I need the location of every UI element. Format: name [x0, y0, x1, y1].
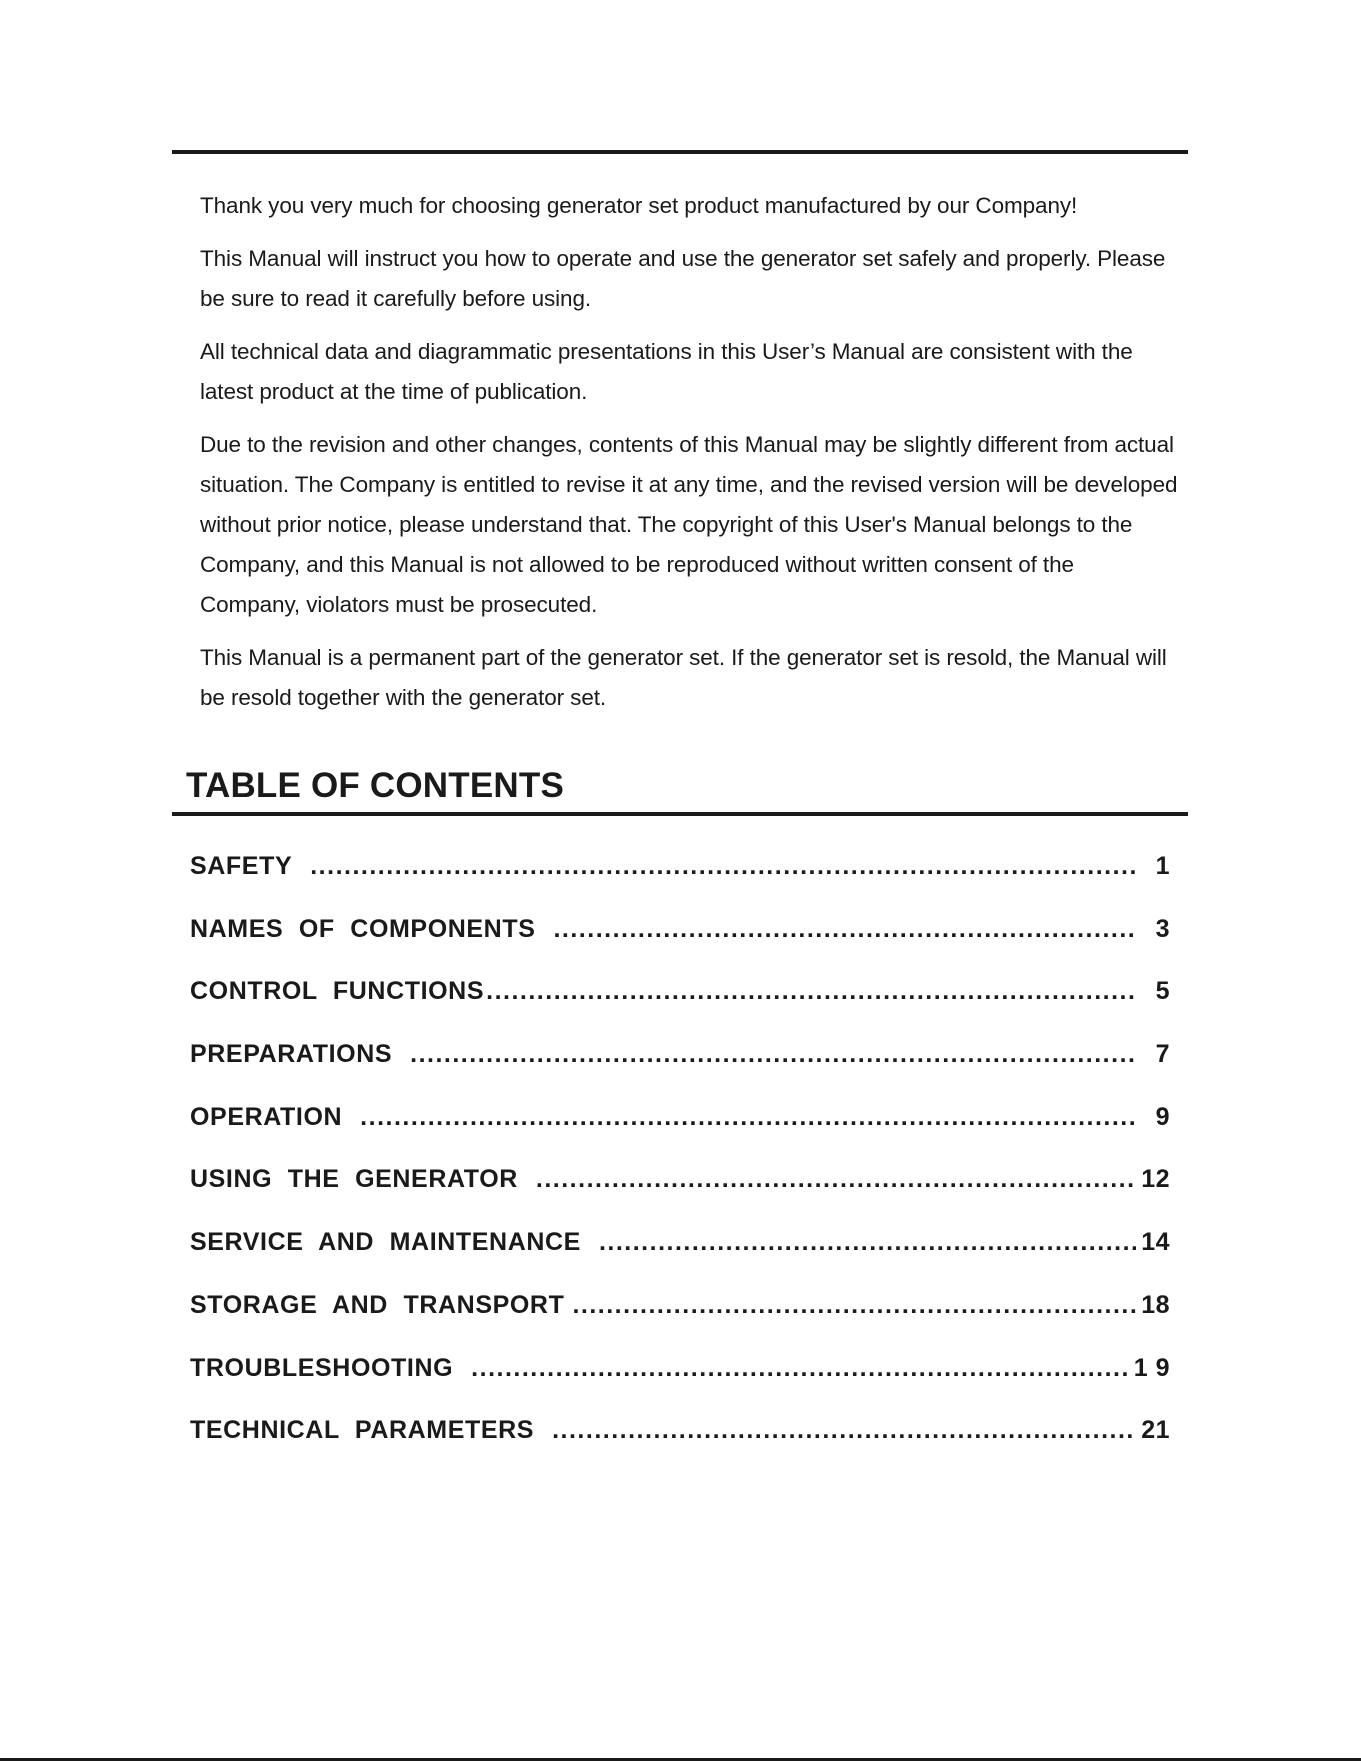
- toc-entry-preparations[interactable]: [190, 1040, 1170, 1103]
- toc-entry-page: 5: [1155, 977, 1170, 1006]
- toc-entry-label: USING THE GENERATOR: [190, 1165, 518, 1194]
- toc-entry-service-and-maintenance[interactable]: [190, 1228, 1170, 1291]
- toc-entry-technical-parameters[interactable]: [190, 1416, 1170, 1479]
- toc-entry-page: 9: [1155, 1102, 1170, 1131]
- toc-leader-dots: [536, 1165, 1136, 1194]
- intro-paragraph: Thank you very much for choosing generator set product manufactured by our Company!: [200, 193, 1078, 218]
- toc-leader-dots: [471, 1354, 1130, 1383]
- toc-entry-page: 18: [1141, 1290, 1170, 1319]
- toc-entry-using-the-generator[interactable]: [190, 1165, 1170, 1228]
- top-divider: [172, 150, 1188, 154]
- toc-entry-label: CONTROL FUNCTIONS: [190, 977, 485, 1006]
- toc-leader-dots: [552, 1416, 1136, 1445]
- toc-entry-page: 3: [1155, 914, 1170, 943]
- toc-heading: TABLE OF CONTENTS: [186, 766, 565, 805]
- toc-entry-page: 21: [1141, 1416, 1170, 1445]
- toc-entry-page: 1: [1155, 852, 1170, 880]
- intro-paragraph: This Manual will instruct you how to operate and use the generator set safely and properly. Please be sure to read it carefully before using.: [200, 246, 1166, 311]
- toc-entry-label: SERVICE AND MAINTENANCE: [190, 1228, 581, 1257]
- toc-leader-dots: [553, 915, 1136, 944]
- toc-entry-names-of-components[interactable]: [190, 915, 1170, 978]
- toc-entry-storage-and-transport[interactable]: [190, 1291, 1170, 1354]
- toc-entry-label: OPERATION: [190, 1102, 343, 1131]
- intro-paragraph: All technical data and diagrammatic presentations in this User’s Manual are consistent with the latest product at the time of publication.: [200, 339, 1133, 404]
- toc-entry-page: 7: [1155, 1040, 1170, 1069]
- toc-entry-label: PREPARATIONS: [190, 1040, 393, 1069]
- toc-entry-page: 12: [1141, 1165, 1170, 1194]
- toc-leader-dots: [486, 977, 1136, 1006]
- toc-divider: [172, 812, 1188, 816]
- toc-entry-page: 14: [1141, 1228, 1170, 1257]
- toc-entry-label: TROUBLESHOOTING: [190, 1353, 454, 1382]
- toc-entry-safety[interactable]: [190, 852, 1170, 915]
- toc-entry-control-functions[interactable]: [190, 977, 1170, 1040]
- intro-paragraph: This Manual is a permanent part of the generator set. If the generator set is resold, the Manual will be resold together with the generator set.: [200, 645, 1167, 710]
- toc-entry-label: TECHNICAL PARAMETERS: [190, 1416, 535, 1445]
- toc-leader-dots: [310, 852, 1136, 881]
- toc-leader-dots: [572, 1291, 1136, 1320]
- toc-entry-operation[interactable]: [190, 1103, 1170, 1166]
- toc-leader-dots: [410, 1040, 1136, 1069]
- intro-section: [200, 186, 1180, 731]
- toc-leader-dots: [360, 1103, 1136, 1132]
- toc-entry-label: NAMES OF COMPONENTS: [190, 914, 536, 943]
- intro-paragraph: Due to the revision and other changes, contents of this Manual may be slightly different from actual situation. The Company is entitled to revise it at any time, and the revised version will be developed without prior notice, please understand that. The copyright of this User's Manual belongs to the Company, and this Manual is not allowed to be reproduced without written consent of the Company, violators must be prosecuted.: [200, 432, 1178, 617]
- toc-list: [190, 852, 1170, 1479]
- toc-leader-dots: [599, 1228, 1136, 1257]
- toc-entry-page: 1 9: [1133, 1353, 1170, 1382]
- toc-entry-troubleshooting[interactable]: [190, 1354, 1170, 1417]
- toc-entry-label: SAFETY: [190, 852, 293, 880]
- toc-entry-label: STORAGE AND TRANSPORT: [190, 1290, 565, 1319]
